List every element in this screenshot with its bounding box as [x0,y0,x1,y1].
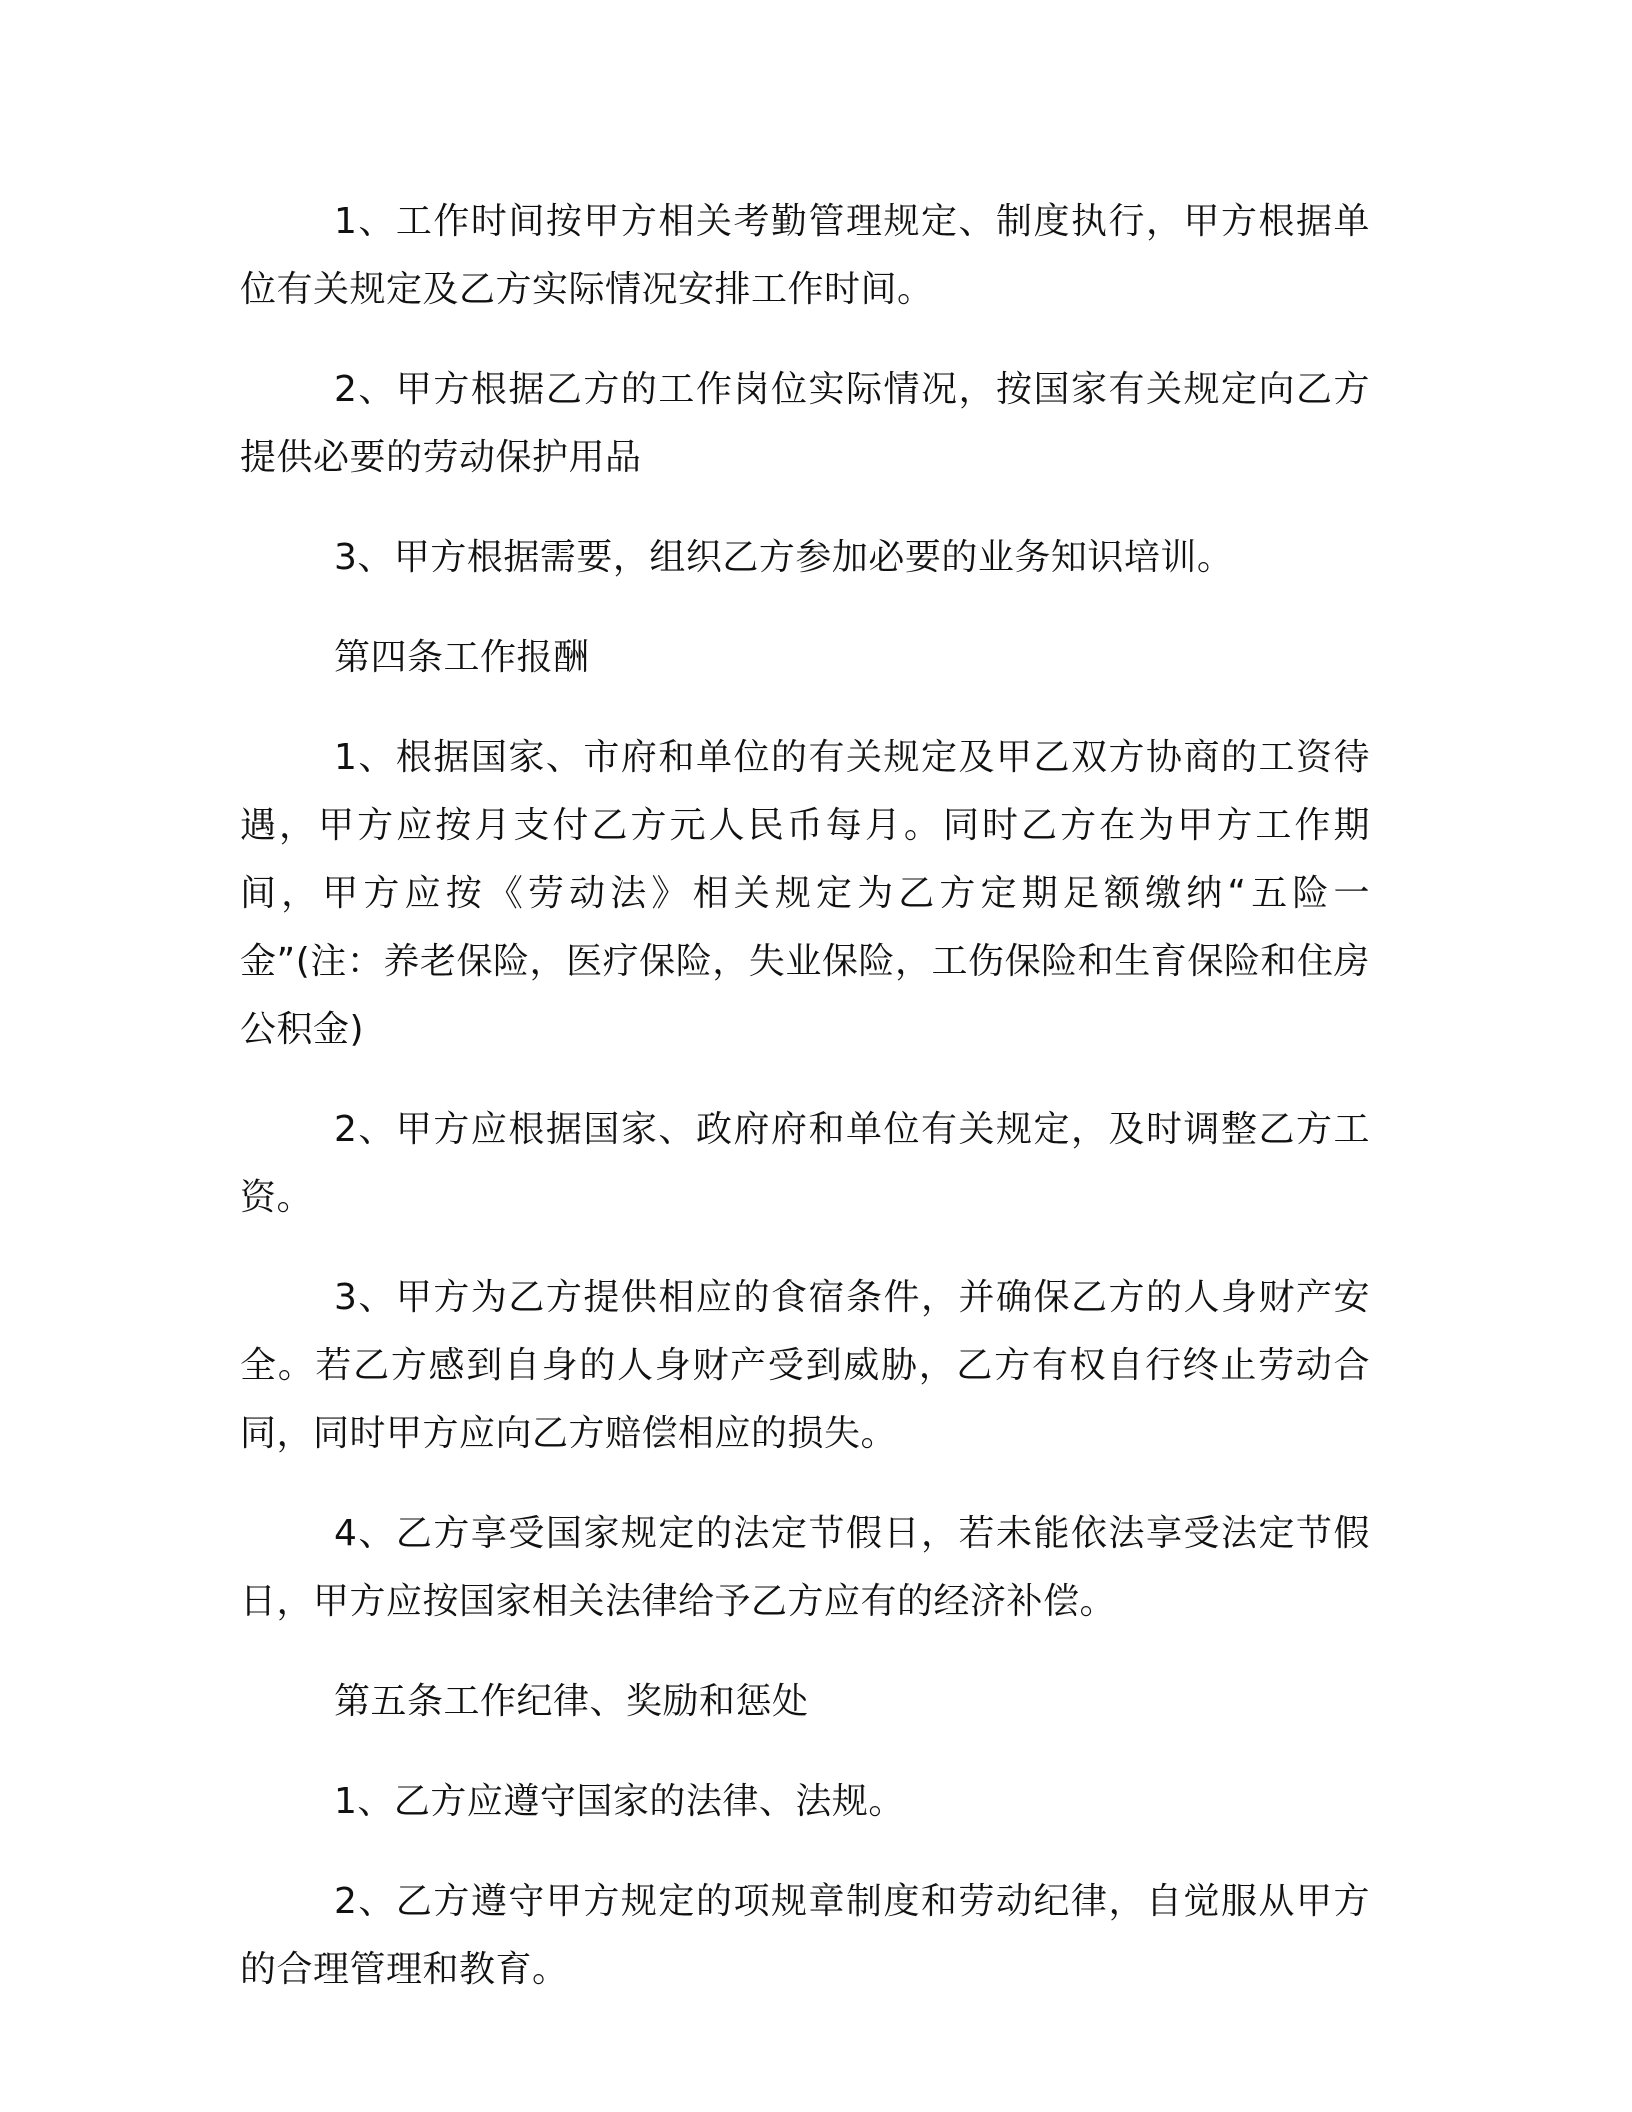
paragraph-salary-adjustment: 2、甲方应根据国家、政府府和单位有关规定，及时调整乙方工资。 [240,1109,1370,1218]
section-heading-article-5: 第五条工作纪律、奖励和惩处 [334,1681,809,1722]
paragraph-salary: 1、根据国家、市府和单位的有关规定及甲乙双方协商的工资待遇，甲方应按月支付乙方元人民币每月。同时乙方在为甲方工作期间，甲方应按《劳动法》相关规定为乙方定期足额缴纳“五险一金”(注：养老保险，医疗保险，失业保险，工伤保险和生育保险和住房公积金) [240,737,1370,1050]
document-body [240,188,1370,2036]
paragraph-training: 3、甲方根据需要，组织乙方参加必要的业务知识培训。 [334,537,1234,578]
section-heading-article-4: 第四条工作报酬 [334,637,590,678]
paragraph-accommodation-safety: 3、甲方为乙方提供相应的食宿条件，并确保乙方的人身财产安全。若乙方感到自身的人身财产受到威胁，乙方有权自行终止劳动合同，同时甲方应向乙方赔偿相应的损失。 [240,1277,1370,1454]
paragraph-obey-laws: 1、乙方应遵守国家的法律、法规。 [334,1781,905,1822]
paragraph-protective-equipment: 2、甲方根据乙方的工作岗位实际情况，按国家有关规定向乙方提供必要的劳动保护用品 [240,369,1370,478]
paragraph-work-hours: 1、工作时间按甲方相关考勤管理规定、制度执行，甲方根据单位有关规定及乙方实际情况安排工作时间。 [240,201,1370,310]
paragraph-holidays: 4、乙方享受国家规定的法定节假日，若未能依法享受法定节假日，甲方应按国家相关法律给予乙方应有的经济补偿。 [240,1513,1370,1622]
paragraph-obey-rules: 2、乙方遵守甲方规定的项规章制度和劳动纪律，自觉服从甲方的合理管理和教育。 [240,1881,1370,1990]
